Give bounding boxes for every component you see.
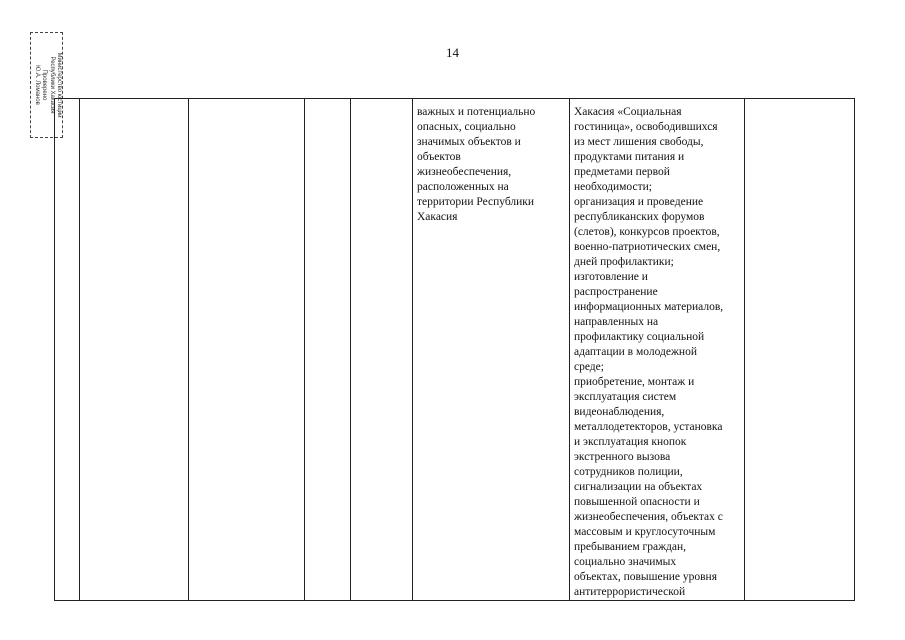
table-cell-col4 — [305, 99, 351, 601]
stamp-line-2: Республики Хакасия — [47, 56, 54, 114]
table-cell-col3 — [189, 99, 305, 601]
table-row — [55, 99, 855, 601]
table-cell-index — [55, 99, 80, 601]
table-cell-objects — [413, 99, 570, 601]
table-cell-col2 — [80, 99, 189, 601]
objects-text: важных и потенциально опасных, социально значимых объектов и объектов жизнеобеспечения, расположенных на территории Республики Хакасия — [417, 106, 536, 223]
table-cell-measures — [570, 99, 745, 601]
stamp-line-4: Ю.А. Ломанов — [33, 65, 40, 105]
page-number: 14 — [446, 45, 459, 60]
table-cell-col8 — [745, 99, 855, 601]
stamp-line-3: Проверено — [40, 69, 47, 101]
measures-text: Хакасия «Социальная гостиница», освободившихся из мест лишения свободы, продуктами питания и предметами первой необходимости; организация и проведение республиканских форумов (слетов), конкурсов проектов, военно-патриотических смен, дней профилактики; изготовление и распространение информационных материалов, направленных на профилактику социальной адаптации в молодежной среде; приобретение, монтаж и эксплуатация систем видеонаблюдения, металлодетекторов, установка и эксплуатация кнопок экстренного вызова сотрудников полиции, сигнализации на объектах повышенной опасности и жизнеобеспечения, объектах с массовым и круглосуточным пребыванием граждан, социально значимых объектах, повышение уровня антитеррористической — [574, 106, 724, 598]
document-table — [54, 98, 855, 601]
stamp-line-1: Министерство юстиции — [55, 52, 62, 118]
table-cell-col5 — [351, 99, 413, 601]
